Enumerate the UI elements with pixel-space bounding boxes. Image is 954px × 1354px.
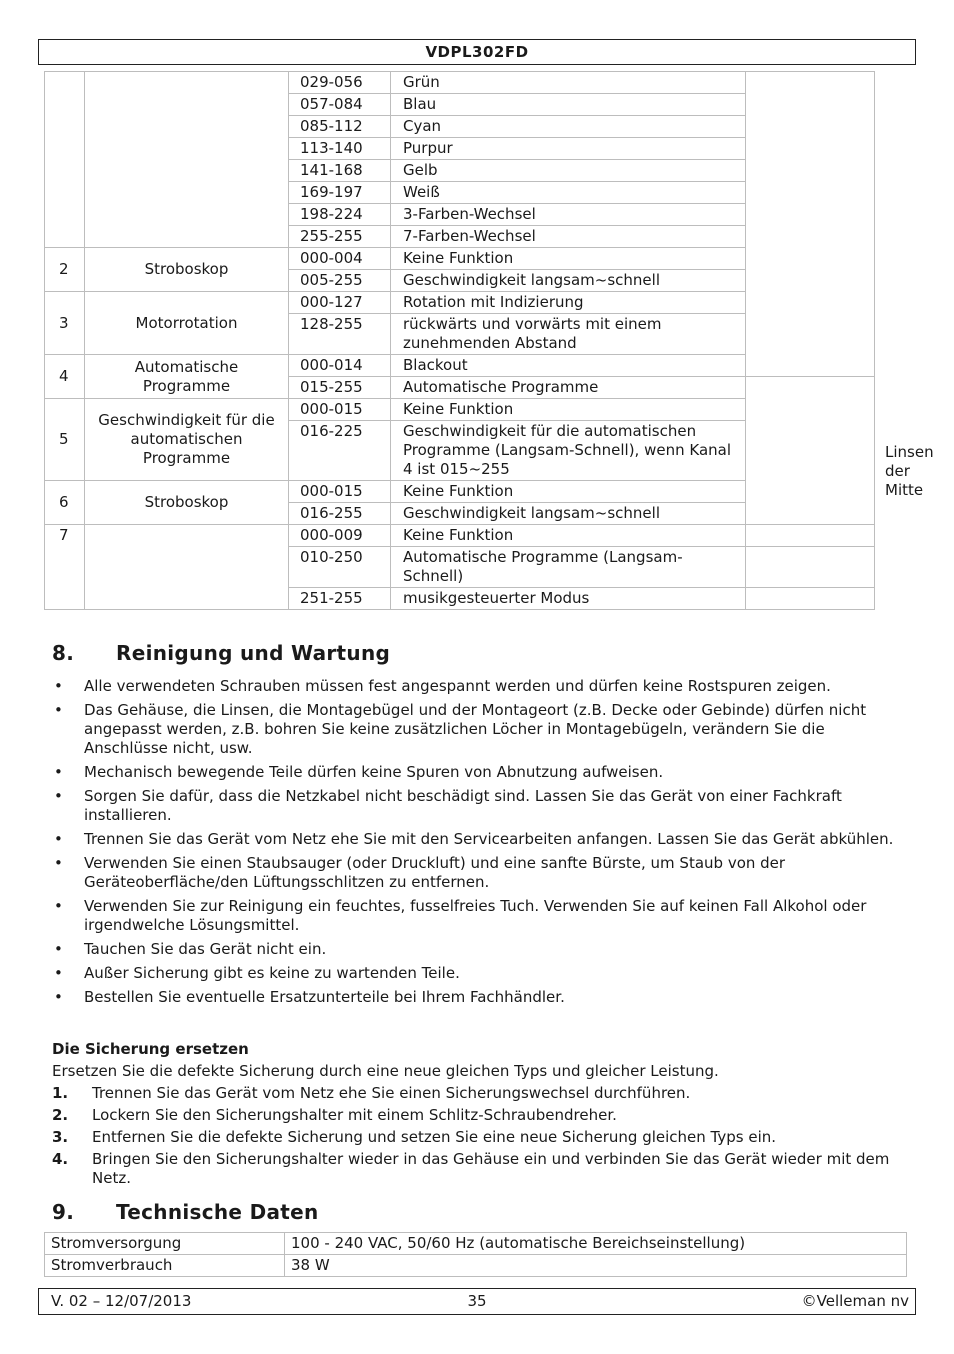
function-cell: Motorrotation bbox=[85, 292, 289, 355]
range-cell: 251-255 bbox=[289, 588, 391, 610]
list-item bbox=[0, 1084, 954, 1103]
bullet-icon: • bbox=[54, 988, 63, 1006]
channel-number-cell: 7 bbox=[45, 525, 85, 610]
range-cell: 000-004 bbox=[289, 248, 391, 270]
description-cell: musikgesteuerter Modus bbox=[391, 588, 746, 610]
spec-label: Stromverbrauch bbox=[45, 1255, 285, 1277]
description-cell: Keine Funktion bbox=[391, 248, 746, 270]
range-cell: 015-255 bbox=[289, 377, 391, 399]
channel-number-cell: 4 bbox=[45, 355, 85, 399]
list-item-text: Verwenden Sie zur Reinigung ein feuchtes, fusselfreies Tuch. Verwenden Sie auf keinen Fall Alkohol oder irgendwelche Lösungsmittel. bbox=[84, 897, 867, 934]
range-cell: 057-084 bbox=[289, 94, 391, 116]
channel-number-cell bbox=[45, 72, 85, 248]
bullet-icon: • bbox=[54, 897, 63, 915]
table-row bbox=[45, 72, 875, 94]
list-item bbox=[0, 830, 954, 849]
maintenance-bullet-list bbox=[0, 677, 954, 1012]
description-cell: Cyan bbox=[391, 116, 746, 138]
spec-value: 100 - 240 VAC, 50/60 Hz (automatische Bereichseinstellung) bbox=[285, 1233, 907, 1255]
step-text: Lockern Sie den Sicherungshalter mit einem Schlitz-Schraubendreher. bbox=[92, 1106, 617, 1124]
lens-cell bbox=[746, 547, 875, 588]
dmx-channel-table bbox=[44, 71, 934, 610]
list-item bbox=[0, 940, 954, 959]
spec-value: 38 W bbox=[285, 1255, 907, 1277]
description-cell: rückwärts und vorwärts mit einem zunehmenden Abstand bbox=[391, 314, 746, 355]
fuse-intro-text: Ersetzen Sie die defekte Sicherung durch eine neue gleichen Typs und gleicher Leistung. bbox=[52, 1062, 719, 1080]
range-cell: 016-225 bbox=[289, 421, 391, 481]
bullet-icon: • bbox=[54, 677, 63, 695]
function-cell: Automatische Programme bbox=[85, 355, 289, 399]
range-cell: 000-127 bbox=[289, 292, 391, 314]
fuse-steps-list bbox=[0, 1084, 954, 1191]
list-item bbox=[0, 787, 954, 825]
step-text: Bringen Sie den Sicherungshalter wieder in das Gehäuse ein und verbinden Sie das Gerät wieder mit dem Netz. bbox=[92, 1150, 890, 1187]
lens-cell bbox=[746, 525, 875, 547]
table-row bbox=[45, 525, 875, 547]
table-row bbox=[45, 1233, 907, 1255]
list-item bbox=[0, 854, 954, 892]
description-cell: Gelb bbox=[391, 160, 746, 182]
spec-label: Stromversorgung bbox=[45, 1233, 285, 1255]
bullet-icon: • bbox=[54, 830, 63, 848]
range-cell: 198-224 bbox=[289, 204, 391, 226]
list-item-text: Mechanisch bewegende Teile dürfen keine Spuren von Abnutzung aufweisen. bbox=[84, 763, 664, 781]
table-row bbox=[45, 399, 875, 421]
section-number: 9. bbox=[52, 1200, 75, 1224]
channel-number-cell: 3 bbox=[45, 292, 85, 355]
description-cell: 7-Farben-Wechsel bbox=[391, 226, 746, 248]
step-number: 3. bbox=[52, 1128, 69, 1146]
step-text: Entfernen Sie die defekte Sicherung und setzen Sie eine neue Sicherung gleichen Typs ein. bbox=[92, 1128, 777, 1146]
list-item-text: Bestellen Sie eventuelle Ersatzunterteile bei Ihrem Fachhändler. bbox=[84, 988, 565, 1006]
range-cell: 010-250 bbox=[289, 547, 391, 588]
function-cell bbox=[85, 525, 289, 610]
function-cell: Stroboskop bbox=[85, 481, 289, 525]
range-cell: 085-112 bbox=[289, 116, 391, 138]
lens-cell bbox=[746, 588, 875, 610]
list-item bbox=[0, 1128, 954, 1147]
table-row bbox=[45, 1255, 907, 1277]
bullet-icon: • bbox=[54, 701, 63, 719]
section-title: Technische Daten bbox=[116, 1200, 319, 1224]
function-cell: Stroboskop bbox=[85, 248, 289, 292]
lens-cell bbox=[746, 72, 875, 377]
model-name: VDPL302FD bbox=[425, 43, 529, 61]
table-row: 4 Automatische Programme 000-014 Blackout Linsen der Mitte bbox=[45, 355, 875, 377]
description-cell: Blau bbox=[391, 94, 746, 116]
list-item bbox=[0, 897, 954, 935]
page-header bbox=[38, 39, 916, 65]
section-9-heading bbox=[52, 1200, 652, 1226]
range-cell: 141-168 bbox=[289, 160, 391, 182]
channel-number-cell: 2 bbox=[45, 248, 85, 292]
description-cell: Automatische Programme bbox=[391, 377, 746, 399]
function-cell: Geschwindigkeit für die automatischen Programme bbox=[85, 399, 289, 481]
function-cell bbox=[85, 72, 289, 248]
list-item-text: Tauchen Sie das Gerät nicht ein. bbox=[84, 940, 327, 958]
list-item-text: Außer Sicherung gibt es keine zu wartenden Teile. bbox=[84, 964, 460, 982]
list-item-text: Verwenden Sie einen Staubsauger (oder Druckluft) und eine sanfte Bürste, um Staub von der Geräteoberfläche/den Lüftungsschlitzen zu entfernen. bbox=[84, 854, 786, 891]
version-date: V. 02 – 12/07/2013 bbox=[51, 1292, 192, 1310]
step-number: 2. bbox=[52, 1106, 69, 1124]
description-cell: Weiß bbox=[391, 182, 746, 204]
description-cell: Geschwindigkeit langsam~schnell bbox=[391, 270, 746, 292]
description-cell: Blackout bbox=[391, 355, 746, 377]
fuse-subheading: Die Sicherung ersetzen bbox=[52, 1040, 249, 1058]
page-footer bbox=[38, 1288, 916, 1315]
step-text: Trennen Sie das Gerät vom Netz ehe Sie einen Sicherungswechsel durchführen. bbox=[92, 1084, 691, 1102]
tech-specs-table bbox=[44, 1232, 907, 1277]
range-cell: 113-140 bbox=[289, 138, 391, 160]
page-number: 35 bbox=[467, 1292, 487, 1310]
table-row bbox=[45, 481, 875, 503]
step-number: 4. bbox=[52, 1150, 69, 1168]
range-cell: 169-197 bbox=[289, 182, 391, 204]
range-cell: 000-009 bbox=[289, 525, 391, 547]
bullet-icon: • bbox=[54, 763, 63, 781]
range-cell: 000-015 bbox=[289, 481, 391, 503]
description-cell: Geschwindigkeit langsam~schnell bbox=[391, 503, 746, 525]
description-cell: Keine Funktion bbox=[391, 481, 746, 503]
section-number: 8. bbox=[52, 641, 75, 665]
description-cell: Keine Funktion bbox=[391, 399, 746, 421]
list-item-text: Sorgen Sie dafür, dass die Netzkabel nicht beschädigt sind. Lassen Sie das Gerät von einer Fachkraft installieren. bbox=[84, 787, 842, 824]
range-cell: 005-255 bbox=[289, 270, 391, 292]
bullet-icon: • bbox=[54, 854, 63, 872]
list-item-text: Das Gehäuse, die Linsen, die Montagebügel und der Montageort (z.B. Decke oder Gebinde) dürfen nicht angepasst werden, z.B. bohren Sie keine zusätzlichen Löcher in Montagebügeln, verändern Sie die Anschlüsse nicht, usw. bbox=[84, 701, 867, 757]
list-item bbox=[0, 763, 954, 782]
list-item bbox=[0, 988, 954, 1007]
description-cell: 3-Farben-Wechsel bbox=[391, 204, 746, 226]
range-cell: 000-014 bbox=[289, 355, 391, 377]
description-cell: Geschwindigkeit für die automatischen Programme (Langsam-Schnell), wenn Kanal 4 ist 015~255 bbox=[391, 421, 746, 481]
section-title: Reinigung und Wartung bbox=[116, 641, 391, 665]
bullet-icon: • bbox=[54, 964, 63, 982]
range-cell: 000-015 bbox=[289, 399, 391, 421]
section-8-heading bbox=[52, 641, 652, 667]
channel-number-cell: 6 bbox=[45, 481, 85, 525]
list-item-text: Alle verwendeten Schrauben müssen fest angespannt werden und dürfen keine Rostspuren zeigen. bbox=[84, 677, 831, 695]
list-item bbox=[0, 701, 954, 758]
list-item bbox=[0, 964, 954, 983]
range-cell: 029-056 bbox=[289, 72, 391, 94]
bullet-icon: • bbox=[54, 787, 63, 805]
description-cell: Keine Funktion bbox=[391, 525, 746, 547]
step-number: 1. bbox=[52, 1084, 69, 1102]
list-item-text: Trennen Sie das Gerät vom Netz ehe Sie mit den Servicearbeiten anfangen. Lassen Sie das Gerät abkühlen. bbox=[84, 830, 894, 848]
list-item bbox=[0, 1106, 954, 1125]
copyright: ©Velleman nv bbox=[801, 1292, 909, 1310]
description-cell: Automatische Programme (Langsam-Schnell) bbox=[391, 547, 746, 588]
description-cell: Rotation mit Indizierung bbox=[391, 292, 746, 314]
range-cell: 128-255 bbox=[289, 314, 391, 355]
list-item bbox=[0, 677, 954, 696]
channel-number-cell: 5 bbox=[45, 399, 85, 481]
description-cell: Purpur bbox=[391, 138, 746, 160]
description-cell: Grün bbox=[391, 72, 746, 94]
bullet-icon: • bbox=[54, 940, 63, 958]
range-cell: 255-255 bbox=[289, 226, 391, 248]
list-item bbox=[0, 1150, 954, 1188]
range-cell: 016-255 bbox=[289, 503, 391, 525]
